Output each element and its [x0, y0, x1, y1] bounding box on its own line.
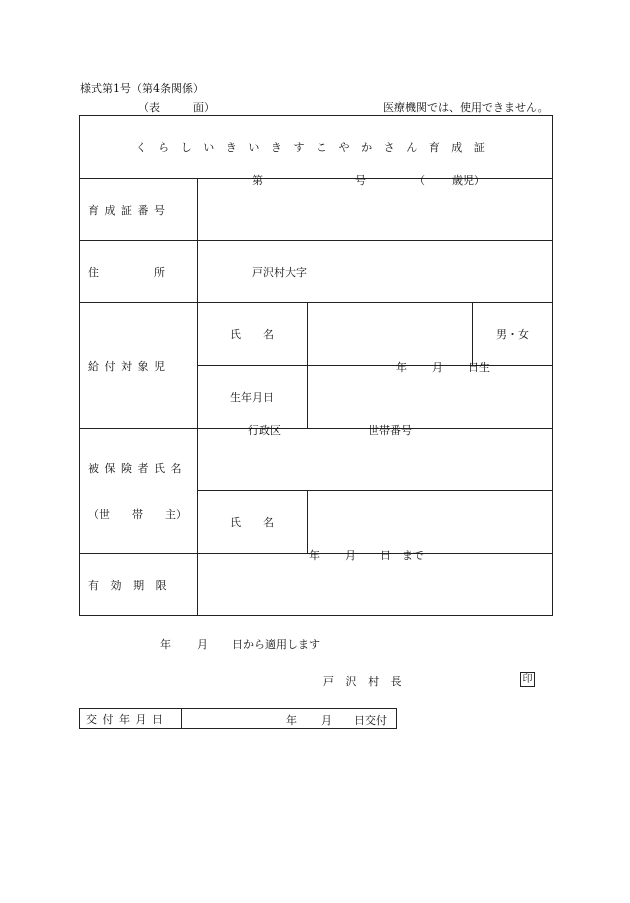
child-name-row — [80, 303, 553, 366]
birth-field — [308, 361, 553, 429]
guardian-name-value — [308, 491, 553, 554]
birth-day: 日生 — [468, 361, 490, 374]
apply-month: 月 — [197, 638, 208, 651]
side-indicator: （表 面） — [138, 101, 215, 114]
child-name-label: 氏 名 — [230, 328, 274, 341]
birth-label: 生年月日 — [230, 391, 274, 404]
card-title: くらしいきいきすこやかさん育成証 — [135, 141, 497, 154]
age-open: （ — [414, 174, 425, 187]
birth-year: 年 — [396, 361, 407, 374]
validity-field — [198, 549, 553, 616]
issue-date-field — [182, 709, 397, 729]
household-label: 世帯番号 — [368, 424, 412, 437]
district-field — [198, 424, 553, 491]
issue-month: 月 — [321, 714, 332, 727]
validity-suffix: まで — [402, 549, 424, 562]
guardian-label: 被保険者氏名 — [88, 462, 187, 475]
address-row — [80, 241, 553, 303]
guardian-district-row — [80, 429, 553, 491]
guardian-name-label: 氏 名 — [230, 516, 274, 529]
cert-number-suffix: 号 — [355, 174, 366, 187]
validity-month: 月 — [345, 549, 356, 562]
issue-label: 交付年月日 — [86, 712, 169, 726]
address-value: 戸沢村大字 — [252, 265, 307, 279]
issue-date-table — [79, 708, 397, 729]
cert-number-prefix: 第 — [252, 174, 263, 187]
cert-number-field — [198, 174, 553, 241]
form-number: 様式第1号（第4条関係） — [80, 82, 204, 95]
seal-icon — [520, 672, 535, 687]
certificate-table — [79, 115, 553, 616]
guardian-label-cell — [80, 429, 198, 554]
validity-day: 日 — [380, 549, 391, 562]
mayor-title: 戸沢村長 — [323, 675, 414, 688]
issue-day: 日交付 — [354, 714, 387, 727]
guardian-sub-label: （世 帯 主） — [88, 508, 187, 521]
cert-number-row — [80, 179, 553, 241]
gender-field: 男・女 — [496, 328, 529, 341]
apply-day: 日から適用します — [232, 638, 320, 651]
apply-year: 年 — [160, 638, 171, 651]
child-name-value — [308, 303, 473, 366]
validity-label: 有効期限 — [88, 578, 179, 592]
title-row — [80, 116, 553, 179]
seal-mark: 印 — [520, 672, 535, 687]
validity-row — [80, 554, 553, 616]
age-suffix: 歳児） — [452, 174, 485, 187]
district-label: 行政区 — [248, 424, 281, 437]
birth-month: 月 — [432, 361, 443, 374]
issue-year: 年 — [286, 714, 297, 727]
child-label: 給付対象児 — [88, 359, 171, 373]
address-label: 住 所 — [88, 265, 165, 279]
validity-year: 年 — [309, 549, 320, 562]
cert-number-label: 育成証番号 — [88, 203, 171, 217]
usage-notice: 医療機関では、使用できません。 — [383, 101, 549, 114]
